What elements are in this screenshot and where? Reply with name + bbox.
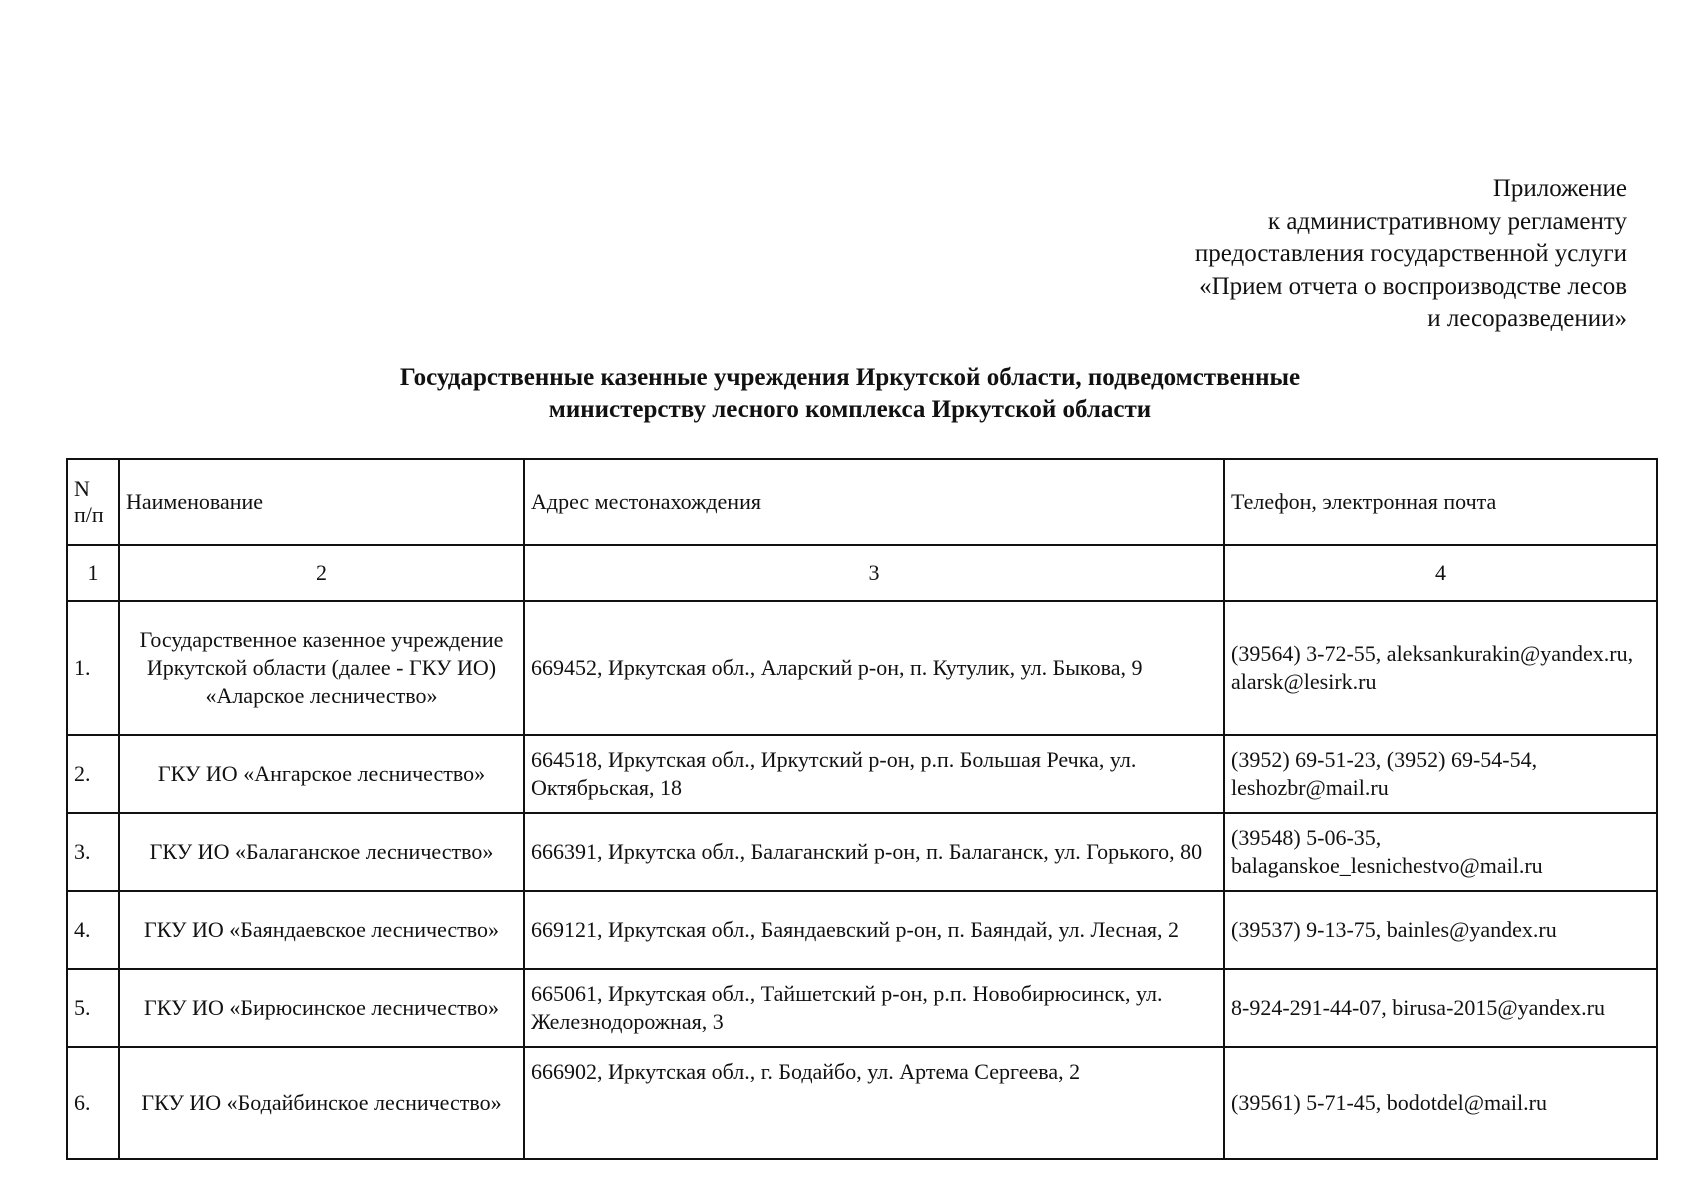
row-number: 6. <box>67 1047 119 1159</box>
header-address: Адрес местонахождения <box>524 459 1224 545</box>
institution-contacts: (39561) 5-71-45, bodotdel@mail.ru <box>1224 1047 1657 1159</box>
document-title-line: Государственные казенные учреждения Иркутской области, подведомственные <box>399 364 1301 391</box>
document-title <box>180 362 1520 426</box>
header-contacts: Телефон, электронная почта <box>1224 459 1657 545</box>
column-index-row <box>67 545 1657 601</box>
institutions-table <box>66 458 1658 1160</box>
table-row <box>67 813 1657 891</box>
row-number: 4. <box>67 891 119 969</box>
row-number: 3. <box>67 813 119 891</box>
institution-contacts: (39537) 9-13-75, bainles@yandex.ru <box>1224 891 1657 969</box>
table-row <box>67 601 1657 735</box>
institution-contacts: 8-924-291-44-07, birusa-2015@yandex.ru <box>1224 969 1657 1047</box>
institution-address: 666391, Иркутска обл., Балаганский р-он, п. Балаганск, ул. Горького, 80 <box>524 813 1224 891</box>
institution-name: ГКУ ИО «Бодайбинское лесничество» <box>119 1047 524 1159</box>
institution-name: Государственное казенное учреждение Иркутской области (далее - ГКУ ИО) «Аларское лесничество» <box>119 601 524 735</box>
row-number: 2. <box>67 735 119 813</box>
table-row <box>67 1047 1657 1159</box>
institution-contacts: (39564) 3-72-55, aleksankurakin@yandex.ru, alarsk@lesirk.ru <box>1224 601 1657 735</box>
institution-name: ГКУ ИО «Бирюсинское лесничество» <box>119 969 524 1047</box>
institution-address: 669121, Иркутская обл., Баяндаевский р-он, п. Баяндай, ул. Лесная, 2 <box>524 891 1224 969</box>
institution-address: 669452, Иркутская обл., Аларский р-он, п. Кутулик, ул. Быкова, 9 <box>524 601 1224 735</box>
column-index: 1 <box>67 545 119 601</box>
column-index: 2 <box>119 545 524 601</box>
table-header-row <box>67 459 1657 545</box>
institution-name: ГКУ ИО «Ангарское лесничество» <box>119 735 524 813</box>
appendix-block <box>927 173 1627 336</box>
column-index: 3 <box>524 545 1224 601</box>
header-name: Наименование <box>119 459 524 545</box>
appendix-line: Приложение <box>1492 175 1627 202</box>
institution-address: 666902, Иркутская обл., г. Бодайбо, ул. Артема Сергеева, 2 <box>524 1047 1224 1159</box>
institution-address: 664518, Иркутская обл., Иркутский р-он, р.п. Большая Речка, ул. Октябрьская, 18 <box>524 735 1224 813</box>
column-index: 4 <box>1224 545 1657 601</box>
institution-name: ГКУ ИО «Балаганское лесничество» <box>119 813 524 891</box>
row-number: 5. <box>67 969 119 1047</box>
appendix-line: «Прием отчета о воспроизводстве лесов <box>1199 272 1627 300</box>
institution-contacts: (3952) 69-51-23, (3952) 69-54-54, leshozbr@mail.ru <box>1224 735 1657 813</box>
document-title-line: министерству лесного комплекса Иркутской области <box>548 396 1152 423</box>
appendix-line: к административному регламенту <box>1267 207 1627 235</box>
header-number <box>67 459 119 545</box>
header-number-line: N <box>74 476 90 501</box>
row-number: 1. <box>67 601 119 735</box>
table-row <box>67 969 1657 1047</box>
table-row <box>67 891 1657 969</box>
institution-address: 665061, Иркутская обл., Тайшетский р-он, р.п. Новобирюсинск, ул. Железнодорожная, 3 <box>524 969 1224 1047</box>
header-number-line: п/п <box>74 502 104 527</box>
institution-contacts: (39548) 5-06-35, balaganskoe_lesnichestvo@mail.ru <box>1224 813 1657 891</box>
appendix-line: предоставления государственной услуги <box>1194 240 1627 267</box>
table-row <box>67 735 1657 813</box>
institution-name: ГКУ ИО «Баяндаевское лесничество» <box>119 891 524 969</box>
appendix-line: и лесоразведении» <box>1427 305 1627 332</box>
